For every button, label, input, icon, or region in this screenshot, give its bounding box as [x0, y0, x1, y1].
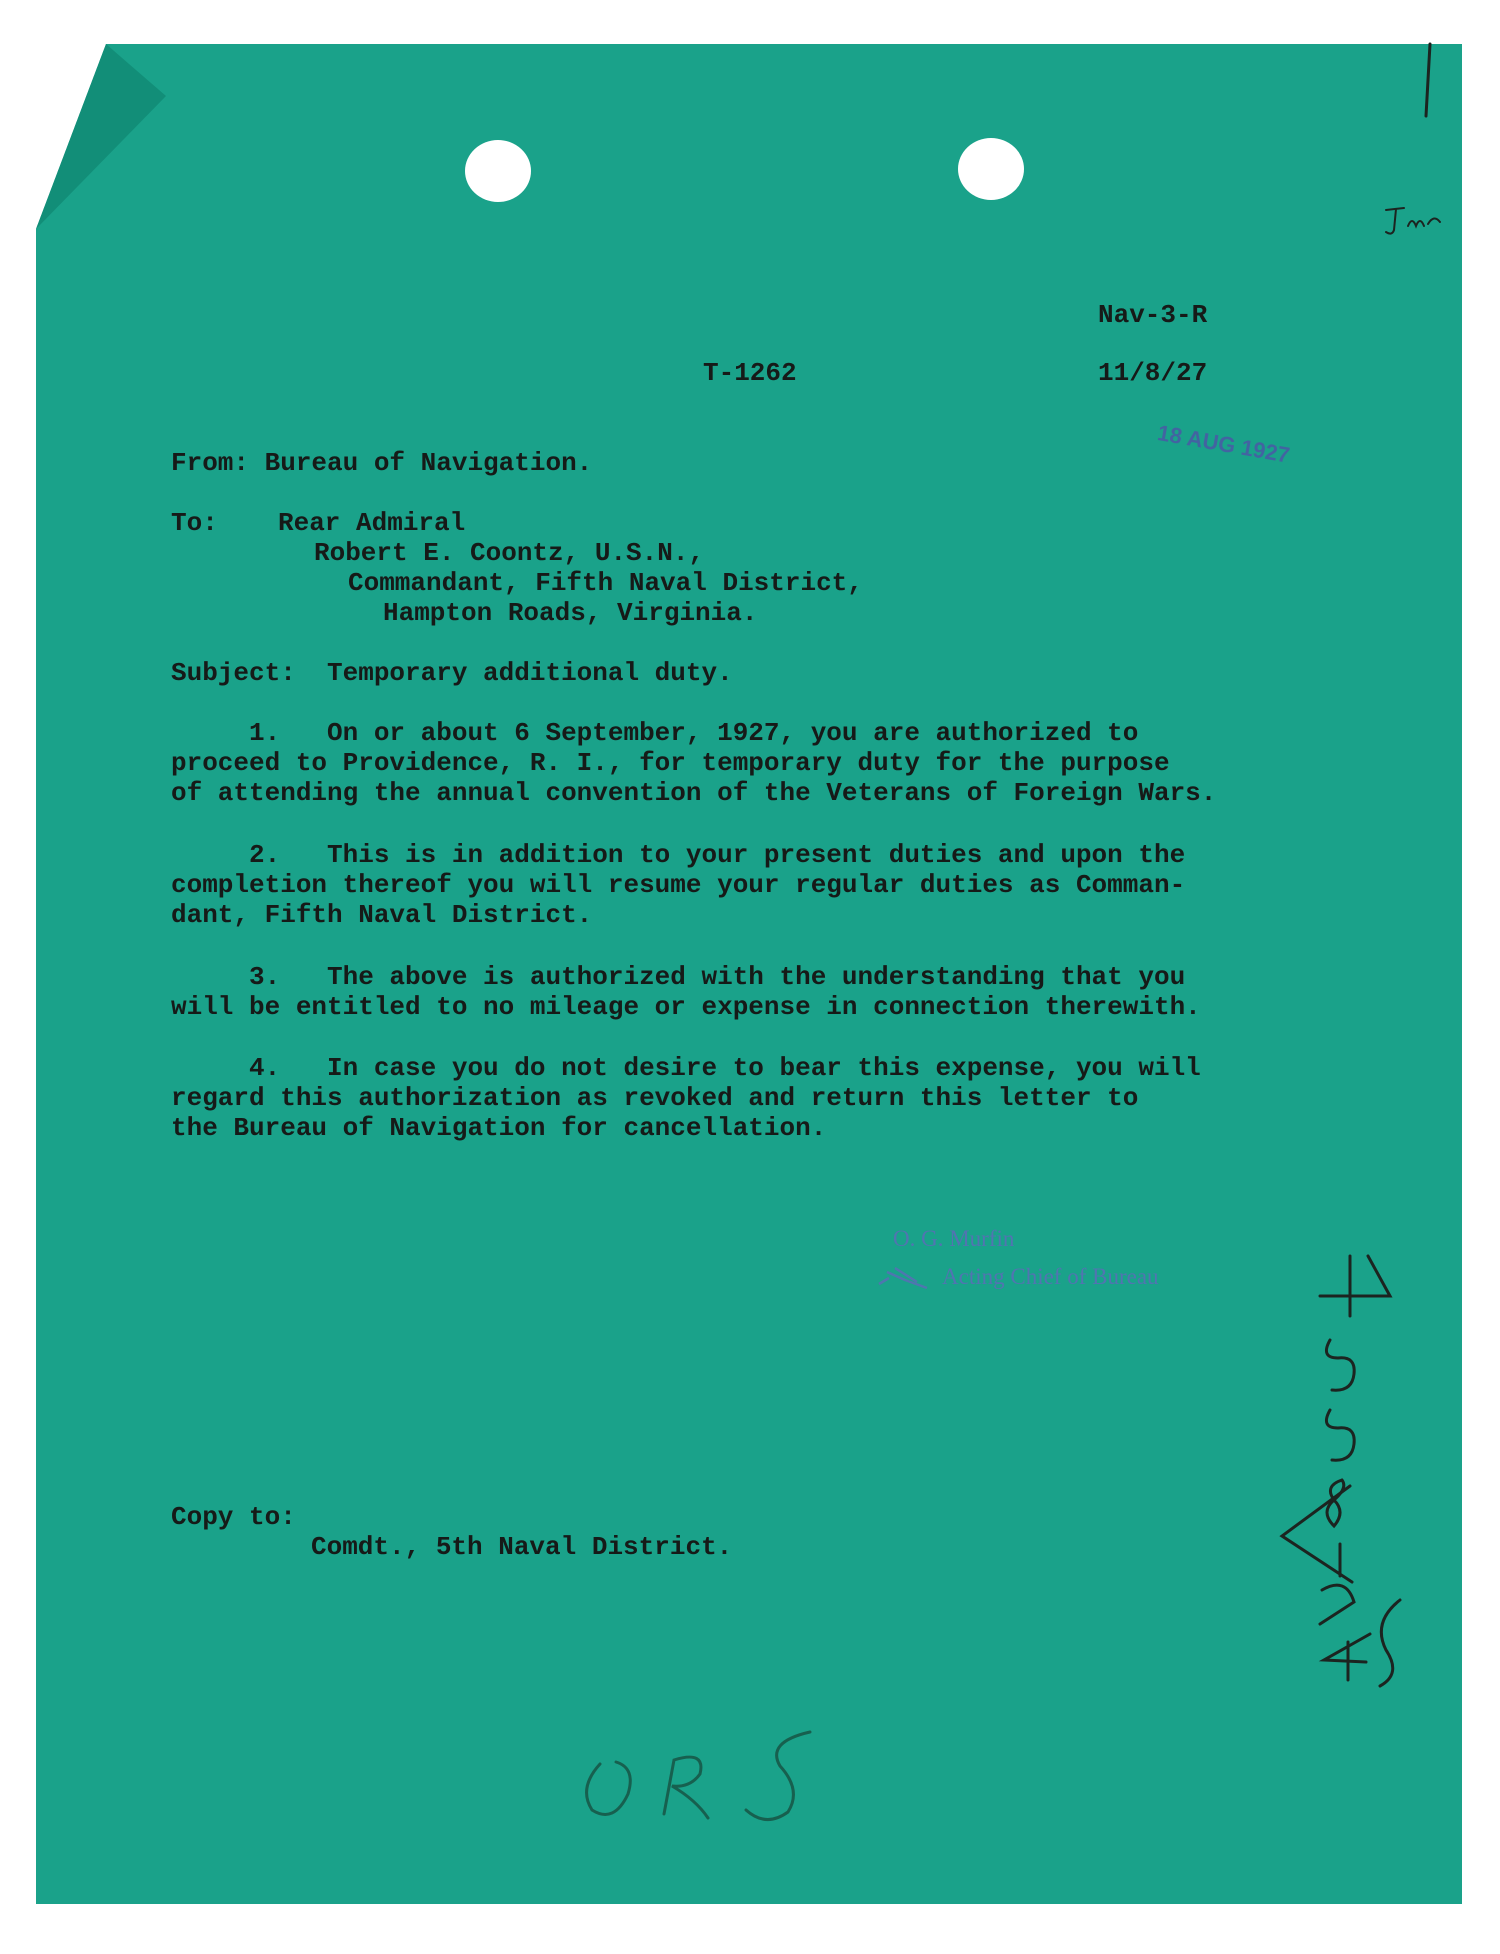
to-line-name: Robert E. Coontz, U.S.N.,	[314, 538, 705, 568]
punch-hole-left	[465, 140, 531, 202]
signature-check-mark-icon	[875, 1258, 935, 1290]
signature-title: Acting Chief of Bureau	[942, 1264, 1159, 1289]
file-number: T-1262	[703, 358, 797, 388]
handwritten-page-number	[1412, 40, 1442, 120]
signature-name: O. G. Murfin	[893, 1226, 1015, 1251]
from-line: From: Bureau of Navigation.	[171, 448, 593, 478]
punch-hole-right	[958, 138, 1024, 200]
handwritten-initials-top	[1380, 200, 1460, 240]
copy-to-recipient: Comdt., 5th Naval District.	[311, 1532, 733, 1562]
to-line-location: Hampton Roads, Virginia.	[383, 598, 758, 628]
paragraph-2-line-2: completion thereof you will resume your regular duties as Comman-	[171, 870, 1186, 900]
paragraph-3-line-2: will be entitled to no mileage or expense in connection therewith.	[171, 992, 1201, 1022]
paragraph-1-line-3: of attending the annual convention of the Veterans of Foreign Wars.	[171, 778, 1217, 808]
handwritten-bracket-mark	[1270, 1480, 1360, 1590]
letter-date: 11/8/27	[1098, 358, 1208, 388]
paragraph-4-line-2: regard this authorization as revoked and return this letter to	[171, 1083, 1139, 1113]
paragraph-4-line-3: the Bureau of Navigation for cancellation.	[171, 1113, 827, 1143]
routing-code: Nav-3-R	[1098, 300, 1208, 330]
paragraph-2-line-3: dant, Fifth Naval District.	[171, 900, 593, 930]
to-line-rank: Rear Admiral	[278, 508, 466, 538]
handwritten-bottom-initials	[570, 1722, 870, 1832]
paragraph-2-line-1: 2. This is in addition to your present duties and upon the	[171, 840, 1186, 870]
copy-to-label: Copy to:	[171, 1502, 296, 1532]
to-line-office: Commandant, Fifth Naval District,	[348, 568, 863, 598]
subject-line: Subject: Temporary additional duty.	[171, 658, 733, 688]
handwritten-file-reference	[1290, 1250, 1420, 1690]
received-date-stamp: 18 AUG 1927	[1155, 420, 1292, 468]
paragraph-4-line-1: 4. In case you do not desire to bear this expense, you will	[171, 1053, 1201, 1083]
to-label: To:	[171, 508, 218, 538]
paragraph-3-line-1: 3. The above is authorized with the understanding that you	[171, 962, 1186, 992]
paragraph-1-line-1: 1. On or about 6 September, 1927, you are authorized to	[171, 718, 1139, 748]
paragraph-1-line-2: proceed to Providence, R. I., for temporary duty for the purpose	[171, 748, 1170, 778]
